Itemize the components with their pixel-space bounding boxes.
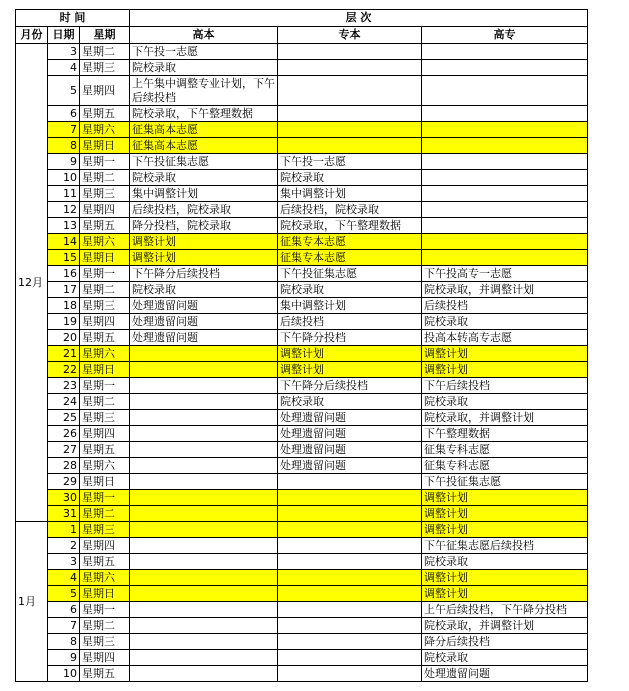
weekday-cell: 星期二 [80, 44, 130, 60]
weekday-cell: 星期五 [80, 442, 130, 458]
weekday-cell: 星期四 [80, 426, 130, 442]
day-cell: 6 [48, 602, 80, 618]
table-row [16, 442, 588, 458]
weekday-cell: 星期三 [80, 410, 130, 426]
table-row [16, 570, 588, 586]
weekday-cell: 星期五 [80, 106, 130, 122]
day-cell: 29 [48, 474, 80, 490]
table-row [16, 298, 588, 314]
gaozhuan-cell: 处理遗留问题 [422, 666, 588, 682]
gaozhuan-cell: 调整计划 [422, 362, 588, 378]
gaozhuan-cell [422, 234, 588, 250]
table-row [16, 362, 588, 378]
weekday-cell: 星期五 [80, 554, 130, 570]
weekday-cell: 星期四 [80, 202, 130, 218]
weekday-cell: 星期一 [80, 154, 130, 170]
table-row [16, 586, 588, 602]
table-row [16, 522, 588, 538]
gaozhuan-cell [422, 202, 588, 218]
gaoben-cell [130, 602, 278, 618]
zhuanben-cell [278, 60, 422, 76]
gaozhuan-cell: 院校录取，并调整计划 [422, 618, 588, 634]
weekday-cell: 星期六 [80, 122, 130, 138]
zhuanben-cell: 集中调整计划 [278, 298, 422, 314]
day-cell: 4 [48, 60, 80, 76]
admission-schedule-table [15, 9, 588, 682]
gaoben-cell [130, 618, 278, 634]
gaoben-cell: 院校录取 [130, 60, 278, 76]
zhuanben-cell: 院校录取，下午整理数据 [278, 218, 422, 234]
zhuanben-cell [278, 586, 422, 602]
weekday-cell: 星期日 [80, 138, 130, 154]
table-row [16, 234, 588, 250]
day-cell: 28 [48, 458, 80, 474]
table-row [16, 634, 588, 650]
weekday-cell: 星期二 [80, 394, 130, 410]
gaoben-cell [130, 394, 278, 410]
day-cell: 18 [48, 298, 80, 314]
gaozhuan-cell: 院校录取，并调整计划 [422, 410, 588, 426]
table-row [16, 490, 588, 506]
gaoben-cell [130, 378, 278, 394]
weekday-cell: 星期日 [80, 586, 130, 602]
gaozhuan-cell: 投高本转高专志愿 [422, 330, 588, 346]
weekday-cell: 星期日 [80, 474, 130, 490]
gaozhuan-cell: 降分后续投档 [422, 634, 588, 650]
gaoben-cell [130, 426, 278, 442]
table-row [16, 426, 588, 442]
table-row [16, 106, 588, 122]
gaoben-cell: 院校录取 [130, 282, 278, 298]
table-row [16, 314, 588, 330]
zhuanben-cell [278, 570, 422, 586]
day-cell: 27 [48, 442, 80, 458]
gaoben-cell [130, 570, 278, 586]
gaoben-cell [130, 666, 278, 682]
zhuanben-cell [278, 506, 422, 522]
gaozhuan-cell: 下午征集志愿后续投档 [422, 538, 588, 554]
gaoben-cell: 征集高本志愿 [130, 122, 278, 138]
gaozhuan-cell: 调整计划 [422, 506, 588, 522]
day-cell: 9 [48, 650, 80, 666]
weekday-cell: 星期日 [80, 362, 130, 378]
day-cell: 6 [48, 106, 80, 122]
gaozhuan-cell: 院校录取 [422, 314, 588, 330]
gaozhuan-cell [422, 60, 588, 76]
day-cell: 21 [48, 346, 80, 362]
gaoben-cell: 院校录取 [130, 170, 278, 186]
zhuanben-cell [278, 474, 422, 490]
gaoben-cell [130, 506, 278, 522]
gaoben-cell [130, 474, 278, 490]
zhuanben-cell [278, 44, 422, 60]
table-row [16, 330, 588, 346]
zhuanben-cell: 处理遗留问题 [278, 426, 422, 442]
weekday-cell: 星期五 [80, 666, 130, 682]
table-row [16, 458, 588, 474]
gaoben-cell [130, 346, 278, 362]
table-row [16, 666, 588, 682]
table-row [16, 650, 588, 666]
gaozhuan-cell [422, 154, 588, 170]
day-cell: 22 [48, 362, 80, 378]
gaoben-cell: 处理遗留问题 [130, 298, 278, 314]
zhuanben-cell: 处理遗留问题 [278, 458, 422, 474]
gaoben-cell: 下午投一志愿 [130, 44, 278, 60]
table-row [16, 218, 588, 234]
zhuanben-cell: 下午降分投档 [278, 330, 422, 346]
zhuanben-cell: 处理遗留问题 [278, 410, 422, 426]
gaoben-header: 高本 [130, 27, 278, 44]
time-header: 时 间 [16, 10, 130, 27]
zhuanben-cell: 处理遗留问题 [278, 442, 422, 458]
weekday-cell: 星期六 [80, 570, 130, 586]
gaozhuan-cell [422, 186, 588, 202]
gaoben-cell: 降分投档，院校录取 [130, 218, 278, 234]
zhuanben-cell [278, 602, 422, 618]
gaozhuan-cell: 下午整理数据 [422, 426, 588, 442]
month-cell: 12月 [16, 44, 48, 522]
day-cell: 13 [48, 218, 80, 234]
table-row [16, 282, 588, 298]
gaoben-cell [130, 538, 278, 554]
weekday-cell: 星期一 [80, 602, 130, 618]
day-cell: 16 [48, 266, 80, 282]
table-row [16, 44, 588, 60]
day-cell: 10 [48, 170, 80, 186]
gaoben-cell [130, 650, 278, 666]
day-cell: 8 [48, 634, 80, 650]
weekday-cell: 星期五 [80, 330, 130, 346]
day-cell: 7 [48, 618, 80, 634]
gaozhuan-cell: 调整计划 [422, 346, 588, 362]
table-row [16, 266, 588, 282]
gaoben-cell: 后续投档，院校录取 [130, 202, 278, 218]
table-row [16, 506, 588, 522]
day-cell: 8 [48, 138, 80, 154]
weekday-cell: 星期四 [80, 314, 130, 330]
table-row [16, 122, 588, 138]
gaoben-cell [130, 554, 278, 570]
month-header: 月份 [16, 27, 48, 44]
gaoben-cell [130, 634, 278, 650]
day-cell: 4 [48, 570, 80, 586]
gaoben-cell: 院校录取，下午整理数据 [130, 106, 278, 122]
zhuanben-cell: 后续投档，院校录取 [278, 202, 422, 218]
gaozhuan-cell: 上午后续投档，下午降分投档 [422, 602, 588, 618]
gaoben-cell: 下午投征集志愿 [130, 154, 278, 170]
day-cell: 25 [48, 410, 80, 426]
weekday-cell: 星期三 [80, 634, 130, 650]
zhuanben-cell [278, 138, 422, 154]
table-row [16, 170, 588, 186]
zhuanben-cell [278, 122, 422, 138]
gaoben-cell [130, 410, 278, 426]
gaozhuan-cell [422, 106, 588, 122]
gaozhuan-cell [422, 138, 588, 154]
zhuanben-cell [278, 76, 422, 106]
table-row [16, 60, 588, 76]
day-cell: 26 [48, 426, 80, 442]
day-cell: 17 [48, 282, 80, 298]
gaozhuan-cell [422, 76, 588, 106]
gaozhuan-cell: 调整计划 [422, 490, 588, 506]
gaoben-cell: 调整计划 [130, 234, 278, 250]
table-row [16, 618, 588, 634]
gaozhuan-cell: 调整计划 [422, 586, 588, 602]
weekday-cell: 星期一 [80, 266, 130, 282]
day-cell: 31 [48, 506, 80, 522]
gaoben-cell [130, 442, 278, 458]
zhuanben-cell [278, 106, 422, 122]
gaozhuan-cell: 后续投档 [422, 298, 588, 314]
day-cell: 14 [48, 234, 80, 250]
day-header: 日期 [48, 27, 80, 44]
gaozhuan-cell: 征集专科志愿 [422, 442, 588, 458]
zhuanben-cell: 调整计划 [278, 362, 422, 378]
weekday-header: 星期 [80, 27, 130, 44]
zhuanben-cell: 院校录取 [278, 170, 422, 186]
zhuanben-cell [278, 618, 422, 634]
header-row-1 [16, 10, 588, 27]
day-cell: 15 [48, 250, 80, 266]
weekday-cell: 星期二 [80, 506, 130, 522]
weekday-cell: 星期二 [80, 618, 130, 634]
gaozhuan-cell: 调整计划 [422, 570, 588, 586]
weekday-cell: 星期一 [80, 378, 130, 394]
weekday-cell: 星期三 [80, 60, 130, 76]
zhuanben-cell [278, 666, 422, 682]
gaozhuan-cell: 院校录取 [422, 394, 588, 410]
day-cell: 12 [48, 202, 80, 218]
day-cell: 1 [48, 522, 80, 538]
schedule-body [16, 44, 588, 682]
weekday-cell: 星期六 [80, 346, 130, 362]
day-cell: 11 [48, 186, 80, 202]
gaozhuan-cell [422, 170, 588, 186]
day-cell: 23 [48, 378, 80, 394]
table-row [16, 186, 588, 202]
gaoben-cell: 下午降分后续投档 [130, 266, 278, 282]
weekday-cell: 星期三 [80, 522, 130, 538]
weekday-cell: 星期三 [80, 186, 130, 202]
gaozhuan-cell: 下午投高专一志愿 [422, 266, 588, 282]
day-cell: 7 [48, 122, 80, 138]
day-cell: 2 [48, 538, 80, 554]
gaozhuan-cell [422, 250, 588, 266]
zhuanben-cell: 下午投征集志愿 [278, 266, 422, 282]
day-cell: 30 [48, 490, 80, 506]
level-header: 层 次 [130, 10, 588, 27]
gaoben-cell: 调整计划 [130, 250, 278, 266]
zhuanben-header: 专本 [278, 27, 422, 44]
gaoben-cell [130, 522, 278, 538]
table-row [16, 474, 588, 490]
zhuanben-cell: 后续投档 [278, 314, 422, 330]
day-cell: 24 [48, 394, 80, 410]
day-cell: 19 [48, 314, 80, 330]
table-row [16, 346, 588, 362]
gaozhuan-cell: 院校录取 [422, 650, 588, 666]
table-row [16, 378, 588, 394]
zhuanben-cell [278, 650, 422, 666]
zhuanben-cell: 院校录取 [278, 394, 422, 410]
weekday-cell: 星期六 [80, 458, 130, 474]
gaozhuan-cell [422, 44, 588, 60]
gaoben-cell: 集中调整计划 [130, 186, 278, 202]
gaoben-cell: 处理遗留问题 [130, 314, 278, 330]
weekday-cell: 星期三 [80, 298, 130, 314]
month-cell: 1月 [16, 522, 48, 682]
header-row-2 [16, 27, 588, 44]
weekday-cell: 星期一 [80, 490, 130, 506]
gaoben-cell [130, 586, 278, 602]
zhuanben-cell: 下午降分后续投档 [278, 378, 422, 394]
table-row [16, 554, 588, 570]
gaozhuan-cell: 院校录取 [422, 554, 588, 570]
weekday-cell: 星期二 [80, 170, 130, 186]
gaozhuan-cell: 下午后续投档 [422, 378, 588, 394]
gaozhuan-cell: 调整计划 [422, 522, 588, 538]
weekday-cell: 星期六 [80, 234, 130, 250]
weekday-cell: 星期五 [80, 218, 130, 234]
table-row [16, 394, 588, 410]
gaozhuan-cell [422, 218, 588, 234]
table-row [16, 538, 588, 554]
gaoben-cell [130, 458, 278, 474]
table-row [16, 138, 588, 154]
gaoben-cell [130, 490, 278, 506]
table-row [16, 250, 588, 266]
day-cell: 5 [48, 76, 80, 106]
zhuanben-cell [278, 634, 422, 650]
weekday-cell: 星期四 [80, 650, 130, 666]
gaoben-cell: 征集高本志愿 [130, 138, 278, 154]
zhuanben-cell: 调整计划 [278, 346, 422, 362]
table-row [16, 202, 588, 218]
day-cell: 3 [48, 44, 80, 60]
table-row [16, 410, 588, 426]
zhuanben-cell: 下午投一志愿 [278, 154, 422, 170]
day-cell: 5 [48, 586, 80, 602]
zhuanben-cell [278, 538, 422, 554]
zhuanben-cell: 征集专本志愿 [278, 250, 422, 266]
zhuanben-cell: 院校录取 [278, 282, 422, 298]
zhuanben-cell: 征集专本志愿 [278, 234, 422, 250]
zhuanben-cell [278, 522, 422, 538]
zhuanben-cell [278, 554, 422, 570]
table-row [16, 602, 588, 618]
gaoben-cell: 处理遗留问题 [130, 330, 278, 346]
weekday-cell: 星期二 [80, 282, 130, 298]
zhuanben-cell: 集中调整计划 [278, 186, 422, 202]
weekday-cell: 星期日 [80, 250, 130, 266]
gaozhuan-cell: 院校录取，并调整计划 [422, 282, 588, 298]
day-cell: 3 [48, 554, 80, 570]
gaoben-cell: 上午集中调整专业计划，下午后续投档 [130, 76, 278, 106]
table-row [16, 76, 588, 106]
gaoben-cell [130, 362, 278, 378]
gaozhuan-cell: 征集专科志愿 [422, 458, 588, 474]
table-row [16, 154, 588, 170]
gaozhuan-cell: 下午投征集志愿 [422, 474, 588, 490]
weekday-cell: 星期四 [80, 76, 130, 106]
day-cell: 9 [48, 154, 80, 170]
weekday-cell: 星期四 [80, 538, 130, 554]
zhuanben-cell [278, 490, 422, 506]
gaozhuan-header: 高专 [422, 27, 588, 44]
day-cell: 10 [48, 666, 80, 682]
day-cell: 20 [48, 330, 80, 346]
gaozhuan-cell [422, 122, 588, 138]
